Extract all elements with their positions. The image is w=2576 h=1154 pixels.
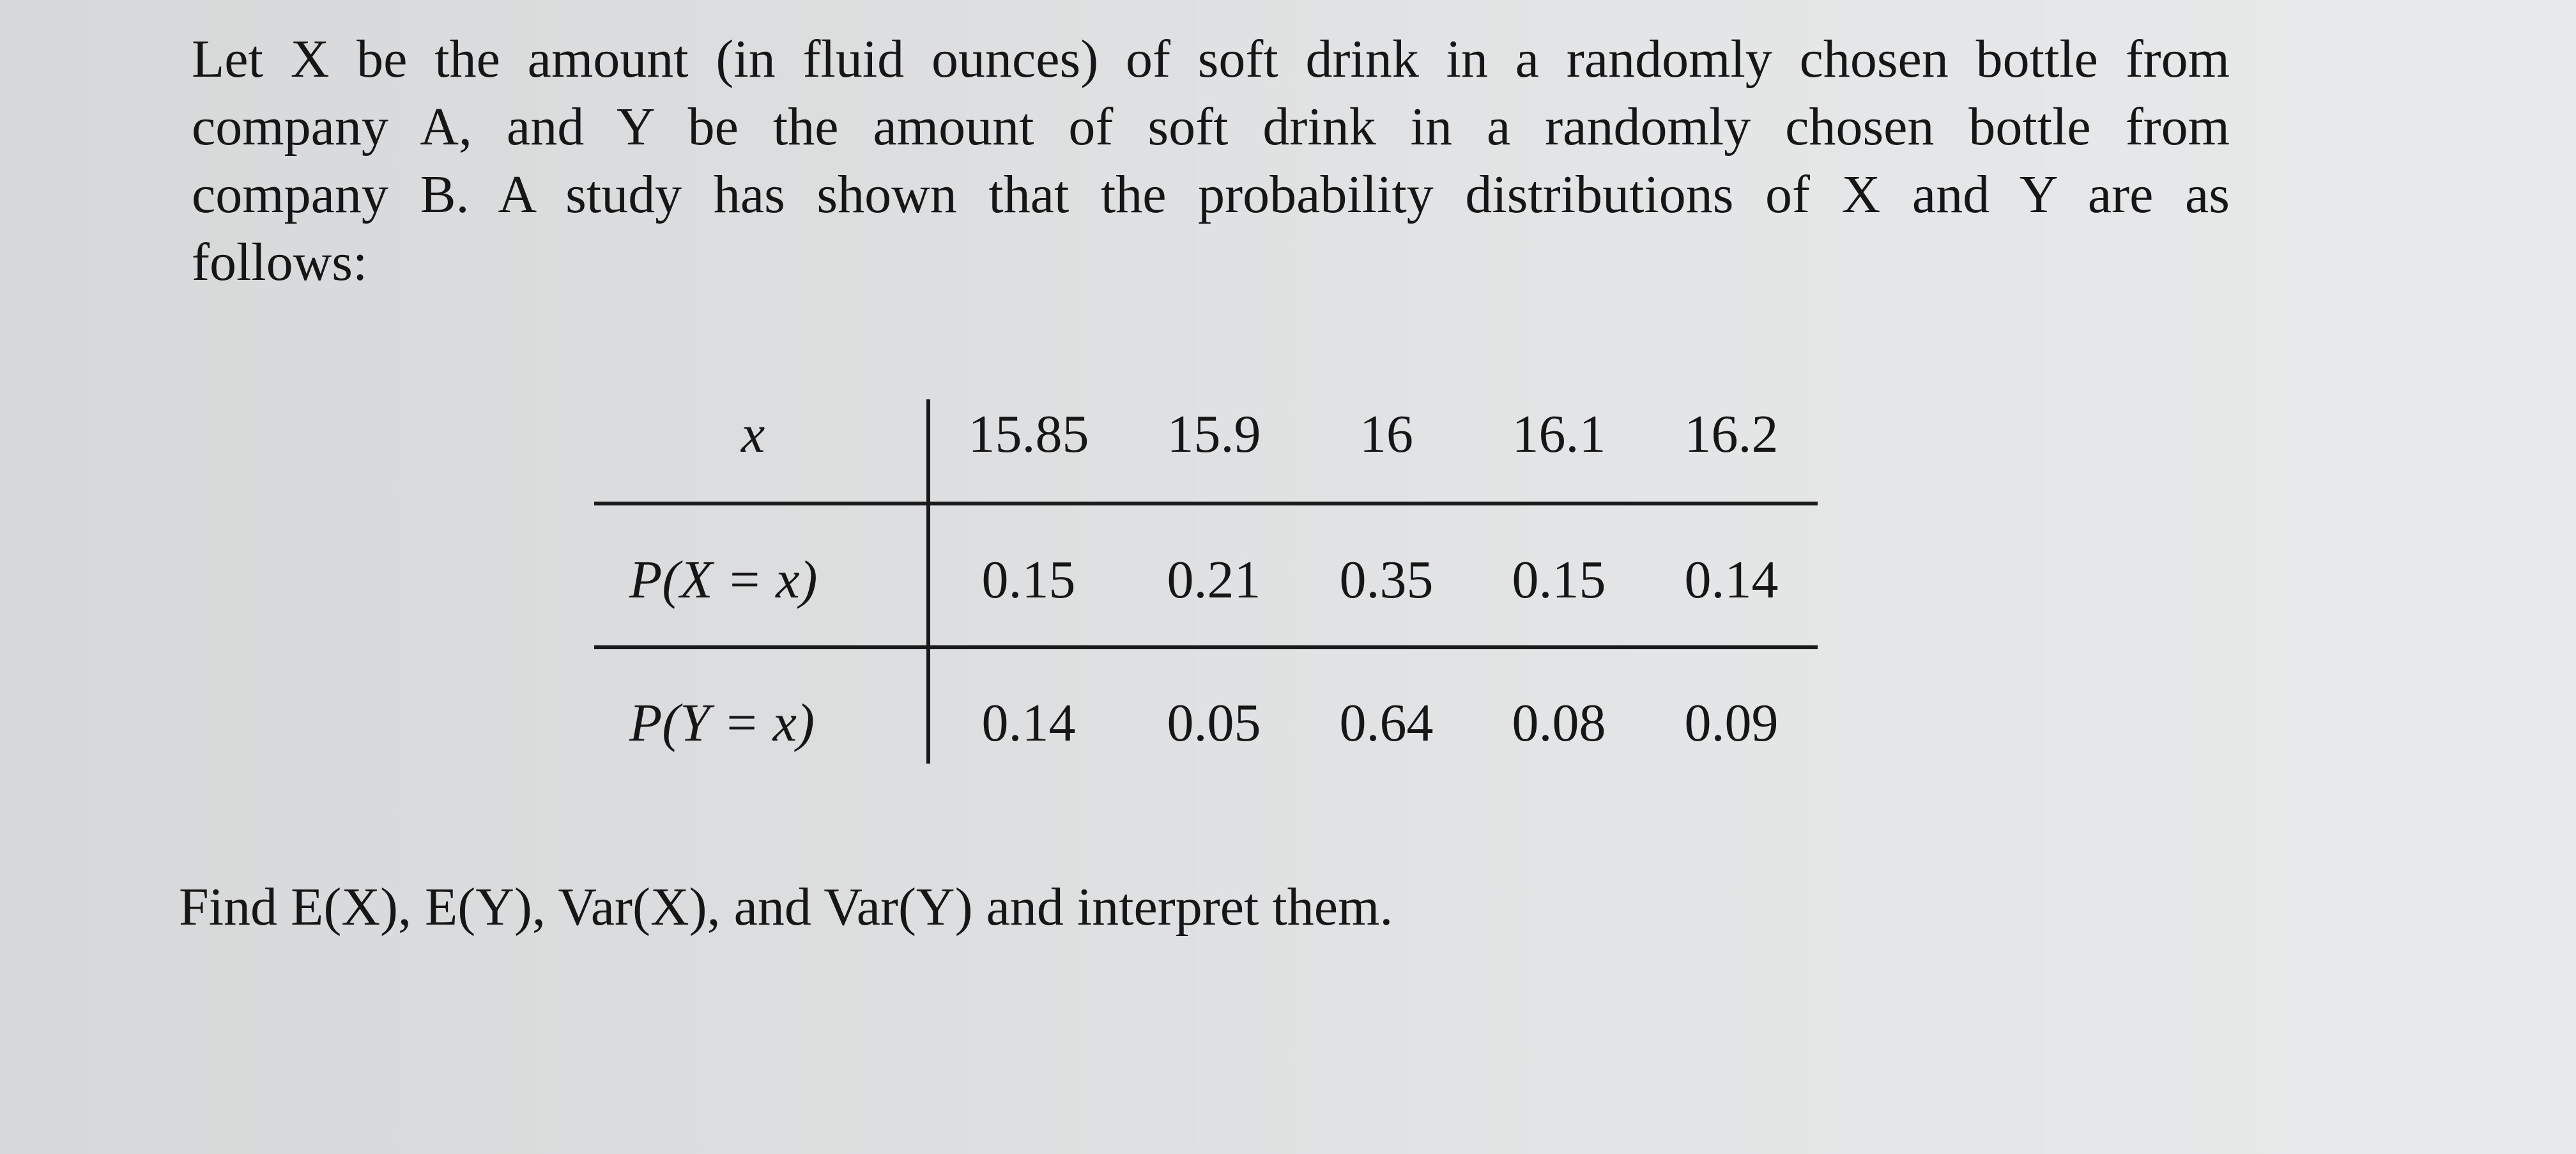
table-rule-top bbox=[594, 502, 1818, 505]
px-cell-4: 0.15 bbox=[1512, 550, 1606, 610]
py-cell-1: 0.14 bbox=[981, 693, 1076, 753]
statement-line-4: follows: bbox=[192, 233, 368, 292]
header-cell-3: 16 bbox=[1360, 404, 1413, 464]
header-cell-5: 16.2 bbox=[1684, 404, 1779, 464]
row-label-px: P(X = x) bbox=[629, 550, 818, 610]
header-cell-1: 15.85 bbox=[968, 404, 1089, 464]
py-cell-5: 0.09 bbox=[1684, 693, 1779, 753]
table-divider-vertical bbox=[926, 399, 930, 764]
table-rule-middle bbox=[594, 645, 1818, 649]
py-cell-3: 0.64 bbox=[1339, 693, 1434, 753]
px-cell-2: 0.21 bbox=[1167, 550, 1261, 610]
header-label: x bbox=[741, 404, 765, 464]
statement-line-1: Let X be the amount (in fluid ounces) of soft drink in a randomly chosen bottle from bbox=[192, 29, 2230, 89]
statement-line-2: company A, and Y be the amount of soft drink in a randomly chosen bottle from bbox=[192, 97, 2230, 157]
py-cell-4: 0.08 bbox=[1512, 693, 1606, 753]
px-cell-1: 0.15 bbox=[981, 550, 1076, 610]
py-cell-2: 0.05 bbox=[1167, 693, 1261, 753]
px-cell-3: 0.35 bbox=[1339, 550, 1434, 610]
header-cell-4: 16.1 bbox=[1512, 404, 1606, 464]
px-cell-5: 0.14 bbox=[1684, 550, 1779, 610]
statement-line-3: company B. A study has shown that the probability distributions of X and Y are as bbox=[192, 165, 2230, 224]
header-cell-2: 15.9 bbox=[1167, 404, 1261, 464]
question-text: Find E(X), E(Y), Var(X), and Var(Y) and interpret them. bbox=[179, 877, 1393, 937]
row-label-py: P(Y = x) bbox=[629, 693, 815, 753]
